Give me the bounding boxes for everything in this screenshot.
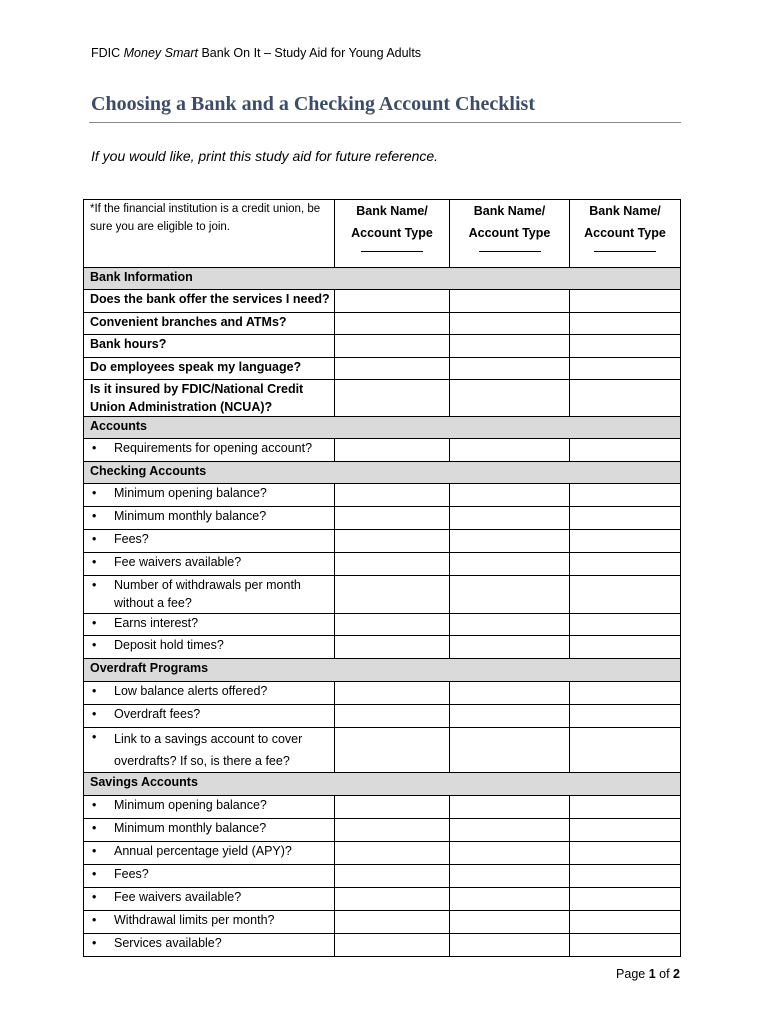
bullet-icon: • [92, 486, 97, 500]
table-row [84, 636, 681, 659]
answer-cell[interactable] [450, 553, 570, 576]
answer-cell[interactable] [450, 380, 570, 417]
table-row [84, 484, 681, 507]
table-row [84, 888, 681, 911]
row-label [84, 842, 335, 865]
answer-cell[interactable] [335, 507, 450, 530]
answer-cell[interactable] [570, 888, 681, 911]
answer-cell[interactable] [570, 576, 681, 614]
bullet-icon: • [92, 532, 97, 546]
section-label: Bank Information [84, 268, 681, 290]
answer-cell[interactable] [335, 842, 450, 865]
answer-cell[interactable] [570, 865, 681, 888]
row-label [84, 439, 335, 462]
table-row [84, 507, 681, 530]
answer-cell[interactable] [570, 614, 681, 636]
row-label: Does the bank offer the services I need? [84, 290, 335, 313]
answer-cell[interactable] [450, 934, 570, 957]
table-row [84, 796, 681, 819]
row-label [84, 728, 335, 773]
bank-name-label: Bank Name/ [356, 204, 428, 218]
bullet-icon: • [92, 890, 97, 904]
row-text: Minimum monthly balance? [114, 821, 267, 835]
row-label [84, 865, 335, 888]
answer-cell[interactable] [450, 728, 570, 773]
table-row [84, 553, 681, 576]
table-row [84, 290, 681, 313]
answer-cell[interactable] [335, 682, 450, 705]
answer-cell[interactable] [450, 888, 570, 911]
answer-cell[interactable] [335, 796, 450, 819]
answer-cell[interactable] [450, 530, 570, 553]
answer-cell[interactable] [335, 865, 450, 888]
table-row [84, 614, 681, 636]
header-prefix: FDIC [91, 46, 124, 60]
answer-cell[interactable] [335, 380, 450, 417]
row-text: Fees? [114, 867, 149, 881]
answer-cell[interactable] [450, 682, 570, 705]
section-bank-information [84, 268, 681, 290]
answer-cell[interactable] [335, 530, 450, 553]
table-row [84, 705, 681, 728]
row-text: Fee waivers available? [114, 890, 242, 904]
current-page: 1 [648, 967, 656, 981]
answer-cell[interactable] [335, 728, 450, 773]
answer-cell[interactable] [450, 796, 570, 819]
answer-cell[interactable] [450, 865, 570, 888]
answer-cell[interactable] [335, 313, 450, 335]
bullet-icon: • [92, 798, 97, 812]
of-word: of [655, 967, 674, 981]
answer-cell[interactable] [450, 636, 570, 659]
bullet-icon: • [92, 913, 97, 927]
table-row [84, 313, 681, 335]
table-row [84, 380, 681, 417]
row-label: Convenient branches and ATMs? [84, 313, 335, 335]
answer-cell[interactable] [570, 728, 681, 773]
answer-cell[interactable] [570, 439, 681, 462]
table-row [84, 911, 681, 934]
answer-cell[interactable] [450, 313, 570, 335]
answer-cell[interactable] [450, 335, 570, 358]
row-label [84, 911, 335, 934]
total-pages: 2 [673, 967, 680, 981]
answer-cell[interactable] [570, 335, 681, 358]
row-text: Earns interest? [114, 616, 199, 630]
answer-cell[interactable] [570, 636, 681, 659]
bullet-icon: • [92, 730, 97, 744]
row-text: Minimum opening balance? [114, 798, 267, 812]
row-label [84, 705, 335, 728]
answer-cell[interactable] [570, 484, 681, 507]
row-text: Services available? [114, 936, 222, 950]
row-label [84, 553, 335, 576]
section-overdraft-programs [84, 659, 681, 682]
answer-cell[interactable] [570, 842, 681, 865]
row-label: Do employees speak my language? [84, 358, 335, 380]
row-text: Fee waivers available? [114, 555, 242, 569]
answer-cell[interactable] [335, 819, 450, 842]
header-italic: Money Smart [123, 46, 198, 60]
table-row [84, 819, 681, 842]
bullet-icon: • [92, 936, 97, 950]
row-label [84, 530, 335, 553]
answer-cell[interactable] [335, 614, 450, 636]
page-number [616, 967, 680, 981]
row-text: Fees? [114, 532, 149, 546]
answer-cell[interactable] [335, 484, 450, 507]
answer-cell[interactable] [450, 358, 570, 380]
page-title: Choosing a Bank and a Checking Account Checklist [91, 93, 535, 115]
table-row [84, 934, 681, 957]
answer-cell[interactable] [450, 819, 570, 842]
account-type-label: Account Type [351, 226, 433, 240]
table-header-row [84, 200, 681, 268]
answer-cell[interactable] [570, 796, 681, 819]
answer-cell[interactable] [450, 705, 570, 728]
table-row [84, 335, 681, 358]
answer-cell[interactable] [335, 888, 450, 911]
bank-name-blank[interactable] [479, 250, 541, 252]
subtitle: If you would like, print this study aid for future reference. [91, 148, 439, 164]
answer-cell[interactable] [570, 358, 681, 380]
bullet-icon: • [92, 616, 97, 630]
bullet-icon: • [92, 578, 97, 592]
bullet-icon: • [92, 509, 97, 523]
answer-cell[interactable] [450, 576, 570, 614]
answer-cell[interactable] [335, 636, 450, 659]
header-suffix: Bank On It – Study Aid for Young Adults [197, 46, 422, 60]
row-label [84, 614, 335, 636]
table-row [84, 728, 681, 773]
table-row [84, 530, 681, 553]
bank-column-header-2 [450, 200, 570, 268]
page-word: Page [616, 967, 649, 981]
answer-cell[interactable] [570, 507, 681, 530]
row-label [84, 888, 335, 911]
bullet-icon: • [92, 844, 97, 858]
section-accounts [84, 417, 681, 439]
answer-cell[interactable] [335, 934, 450, 957]
answer-cell[interactable] [450, 484, 570, 507]
answer-cell[interactable] [335, 911, 450, 934]
credit-union-note: *If the financial institution is a credit union, be sure you are eligible to join. [84, 200, 335, 268]
table-row [84, 439, 681, 462]
table-row [84, 682, 681, 705]
section-label: Savings Accounts [84, 773, 681, 796]
section-label: Checking Accounts [84, 462, 681, 484]
answer-cell[interactable] [450, 439, 570, 462]
bullet-icon: • [92, 441, 97, 455]
table-row [84, 576, 681, 614]
section-label: Overdraft Programs [84, 659, 681, 682]
row-text: Low balance alerts offered? [114, 684, 268, 698]
account-type-label: Account Type [468, 226, 551, 240]
row-label: Bank hours? [84, 335, 335, 358]
answer-cell[interactable] [335, 576, 450, 614]
row-label [84, 576, 335, 614]
row-label [84, 934, 335, 957]
table-row [84, 865, 681, 888]
bullet-icon: • [92, 638, 97, 652]
row-text: Minimum opening balance? [114, 486, 267, 500]
row-text: Number of withdrawals per month without a fee? [114, 578, 301, 610]
bullet-icon: • [92, 684, 97, 698]
answer-cell[interactable] [335, 290, 450, 313]
account-type-label: Account Type [584, 226, 666, 240]
answer-cell[interactable] [335, 439, 450, 462]
answer-cell[interactable] [570, 934, 681, 957]
row-label [84, 507, 335, 530]
row-text: Annual percentage yield (APY)? [114, 844, 292, 858]
answer-cell[interactable] [450, 290, 570, 313]
row-label: Is it insured by FDIC/National Credit Union Administration (NCUA)? [84, 380, 335, 417]
answer-cell[interactable] [570, 705, 681, 728]
bullet-icon: • [92, 821, 97, 835]
row-label [84, 484, 335, 507]
title-divider [89, 122, 681, 123]
row-label [84, 682, 335, 705]
document-header [91, 46, 421, 60]
answer-cell[interactable] [570, 380, 681, 417]
row-text: Deposit hold times? [114, 638, 224, 652]
row-label [84, 819, 335, 842]
row-label [84, 636, 335, 659]
answer-cell[interactable] [570, 313, 681, 335]
answer-cell[interactable] [335, 358, 450, 380]
answer-cell[interactable] [335, 705, 450, 728]
row-text: Requirements for opening account? [114, 441, 313, 455]
answer-cell[interactable] [450, 507, 570, 530]
row-label [84, 796, 335, 819]
answer-cell[interactable] [570, 290, 681, 313]
row-text: Minimum monthly balance? [114, 509, 267, 523]
answer-cell[interactable] [570, 553, 681, 576]
row-text: Overdraft fees? [114, 707, 201, 721]
checklist-table [83, 199, 681, 957]
answer-cell[interactable] [450, 842, 570, 865]
bank-name-blank[interactable] [361, 250, 423, 252]
section-savings-accounts [84, 773, 681, 796]
answer-cell[interactable] [570, 530, 681, 553]
bank-name-label: Bank Name/ [473, 204, 546, 218]
answer-cell[interactable] [335, 553, 450, 576]
answer-cell[interactable] [570, 682, 681, 705]
answer-cell[interactable] [570, 819, 681, 842]
table-row [84, 842, 681, 865]
bullet-icon: • [92, 555, 97, 569]
row-text: Link to a savings account to cover overdrafts? If so, is there a fee? [114, 732, 303, 768]
table-row [84, 358, 681, 380]
bank-name-blank[interactable] [594, 250, 656, 252]
bank-column-header-3 [570, 200, 681, 268]
answer-cell[interactable] [335, 335, 450, 358]
bank-column-header-1 [335, 200, 450, 268]
answer-cell[interactable] [450, 614, 570, 636]
answer-cell[interactable] [450, 911, 570, 934]
bank-name-label: Bank Name/ [589, 204, 661, 218]
row-text: Withdrawal limits per month? [114, 913, 275, 927]
section-label: Accounts [84, 417, 681, 439]
answer-cell[interactable] [570, 911, 681, 934]
bullet-icon: • [92, 867, 97, 881]
section-checking-accounts [84, 462, 681, 484]
bullet-icon: • [92, 707, 97, 721]
